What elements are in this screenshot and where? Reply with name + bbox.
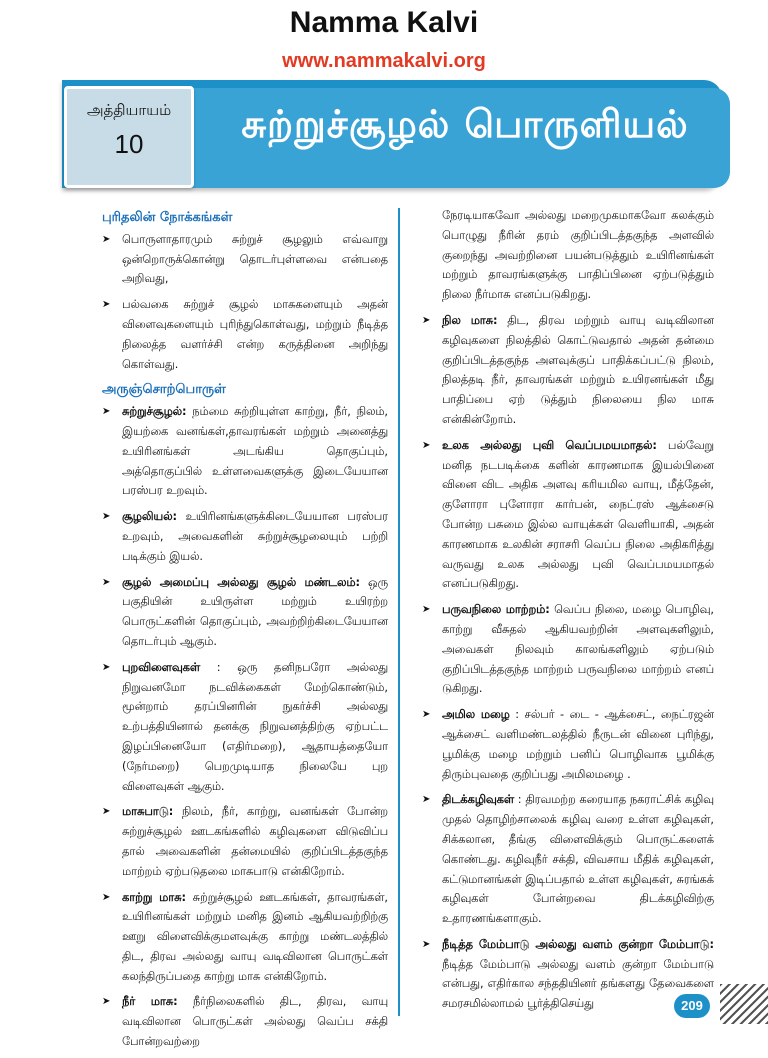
glossary-item (416, 790, 714, 929)
glossary-item (96, 658, 388, 797)
page-number: 209 (674, 994, 710, 1018)
site-url-link[interactable]: www.nammakalvi.org (282, 50, 486, 72)
glossary-item (416, 935, 714, 1014)
glossary-item (96, 802, 388, 881)
corner-stripes (720, 984, 768, 1024)
right-glossary-list (416, 311, 714, 1014)
glossary-item (96, 507, 388, 566)
glossary-heading: அருஞ்சொற்பொருள் (102, 382, 226, 398)
left-column (96, 206, 388, 1058)
objectives-heading: புரிதலின் நோக்கங்கள் (102, 210, 233, 225)
glossary-term: அமில மழை (442, 708, 510, 722)
glossary-term: நில மாசு: (442, 313, 498, 327)
glossary-term: உலக அல்லது புவி வெப்பமயமாதல்: (442, 438, 657, 452)
glossary-term: பருவநிலை மாற்றம்: (442, 603, 550, 617)
glossary-item (416, 436, 714, 594)
glossary-definition: சுற்றுச்சூழல் ஊடகங்கள், தாவரங்கள், உயிரினங்கள் மற்றும் மனித இனம் ஆகியவற்றிற்கு ஊறு விளைவிக்குமளவுக்கு காற்று மண்டலத்தில் திட, திரவ அல்லது வாயு வடிவிலான பொருட்கள் கலந்திருப்பதை காற்று மாசு என்கிறோம். (122, 890, 388, 983)
glossary-term: புறவிளைவுகள் (122, 660, 201, 674)
continuation-paragraph: நேரடியாகவோ அல்லது மறைமுகமாகவோ கலக்கும் பொழுது நீரின் தரம் குறிப்பிடத்தகுந்த அளவில் குறைந்து அவற்றினை பயன்படுத்தும் உயிரினங்கள் மற்றும் தாவரங்களுக்கு பாதிப்பினை ஏற்படுத்தும் நிலை நீர்மாசு எனப்படுகிறது. (442, 209, 714, 302)
glossary-term: காற்று மாசு: (122, 890, 187, 904)
objective-item: ➤ பொருளாதாரமும் சுற்றுச் சூழலும் எவ்வாறு ஒன்றொருக்கொன்று தொடர்புள்ளவை என்பதை அறிவது, (96, 230, 388, 289)
glossary-term: சூழல் அமைப்பு அல்லது சூழல் மண்டலம்: (122, 575, 360, 589)
glossary-definition: உயிரினங்களுக்கிடையேயான பரஸ்பர உறவும், அவைகளின் சுற்றுச்சூழலையும் பற்றி படிக்கும் இயல். (122, 510, 388, 563)
right-column (416, 206, 714, 1020)
glossary-term: நீடித்த மேம்பாடு அல்லது வளம் குன்றா மேம்பாடு: (442, 937, 714, 951)
glossary-definition: வெப்ப நிலை, மழை பொழிவு, காற்று வீசுதல் ஆகியவற்றின் அளவுகளிலும், அவைகள் நிலவும் காலங்களிலும் ஏற்படும் குறிப்பிடத்தகுந்த மாற்றம் பருவநிலை மாற்றம் எனப் டுகிறது. (442, 603, 714, 696)
column-divider (398, 208, 400, 1016)
glossary-definition: நீர்நிலைகளில் திட, திரவ, வாயு வடிவிலான பொருட்கள் அல்லது வெப்ப சக்தி போன்றவற்றை (122, 995, 389, 1049)
glossary-definition: பல்வேறு மனித நடபடிக்கை களின் காரணமாக இயல்பினை வினை விட அதிக அளவு கரியமில வாயு, மீத்தேன், குளோரா புளோரா கார்பன், நைட்ரஸ் ஆக்சைடு போன்ற பசுமை இல்ல வாயுக்கள் வெளியாகி, அதன் காரணமாக உலகின் சராசரி வெப்ப நிலை அதிகரித்து வருவது உலக அல்லது புவி வெப்பமயமாதல் எனப்படுகிறது. (442, 438, 714, 591)
glossary-item (96, 888, 388, 987)
glossary-item (416, 705, 714, 784)
glossary-definition: நீடித்த மேம்பாடு அல்லது வளம் குன்றா மேம்பாடு என்பது, எதிர்கால சந்ததியினர் தங்களது தேவைகளை சமரசமில்லாமல் பூர்த்திசெய்து (442, 957, 714, 1011)
chapter-label: அத்தியாயம் (86, 101, 172, 119)
glossary-item (416, 311, 714, 430)
glossary-term: திடக்கழிவுகள் (442, 793, 515, 807)
glossary-item (96, 573, 388, 652)
glossary-item (416, 600, 714, 699)
glossary-definition: ஒரு பகுதியின் உயிருள்ள மற்றும் உயிரற்ற பொருட்களின் தொகுப்பும், அவற்றிற்கிடையேயான தொடர்பும் ஆகும். (122, 575, 388, 648)
objectives-list (96, 230, 388, 375)
glossary-definition: திட, திரவ மற்றும் வாயு வடிவிலான கழிவுகளை நிலத்தில் கொட்டுவதால் அதன் தன்மை குறிப்பிடத்தகுந்த அளவுக்குப் பாதிக்கப்பட்டு நிலம், நிலத்தடி நீர், தாவரங்கள் மற்றும் உயிரனங்கள் மீது பாதிப்பை ஏற் டுத்தும் நிலையை நில மாசு என்கின்றோம். (442, 313, 714, 426)
glossary-term: நீர் மாசு: (122, 995, 178, 1009)
glossary-item (96, 992, 388, 1051)
glossary-definition: : திரவமற்ற கரையாத நகராட்சிக் கழிவு முதல் தொழிற்சாலைக் கழிவு வரை உள்ள கழிவுகள், சிக்கலான, தீங்கு விளைவிக்கும் பொருட்களைக் கொண்டது. கழிவுநீர் சக்தி, விவசாய மீதிக் கழிவுகள், கட்டுமானங்கள் இடிப்பதால் உள்ள கழிவுகள், சுரங்கக் கழிவுகள் போன்றவை திடக்கழிவிற்கு உதாரணங்களாகும். (442, 793, 714, 926)
chapter-number: 10 (114, 129, 144, 159)
glossary-definition: நிலம், நீர், காற்று, வனங்கள் போன்ற சுற்றுச்சூழல் ஊடகங்களில் கழிவுகளை விடுவிப்ப தால் அவைகளின் தன்மையில் குறிப்பிடத்தகுந்த மாற்றம் ஏற்படுதலை மாசுபாடு என்கிறோம். (122, 805, 388, 878)
glossary-term: சுற்றுச்சூழல்: (122, 405, 187, 419)
glossary-item (96, 402, 388, 501)
glossary-term: சூழலியல்: (122, 510, 177, 524)
chapter-number-box (64, 86, 194, 188)
chapter-title: சுற்றுச்சூழல் பொருளியல் (241, 102, 689, 146)
glossary-list (96, 402, 388, 1052)
glossary-definition: : ஒரு தனிநபரோ அல்லது நிறுவனமோ நடவிக்கைகள் மேற்கொண்டும், மூன்றாம் தரப்பினரின் நுகர்ச்சி அல்லது உற்பத்தியினால் தனக்கு நிறுவனத்திற்கு ஏற்பட்ட இழப்பினையோ (எதிர்மறை), ஆதாயத்தையோ (நேர்மறை) பெறமுடியாத நிலையே புற விளைவுகள் ஆகும். (122, 660, 388, 793)
glossary-definition: : சல்பர் - டை - ஆக்சைட், நைட்ரஜன் ஆக்சைட் வளிமண்டலத்தில் நீருடன் வினை புரிந்து, பூமிக்கு மழை மற்றும் பனிப் பொழிவாக பூமிக்கு திரும்புவதை குறிப்பது அமிலமழை . (442, 708, 714, 781)
objective-item: ➤ பல்வகை சுற்றுச் சூழல் மாசுகளையும் அதன் விளைவுகளையும் புரிந்துகொள்வது, மற்றும் நீடித்த நிலைத்த வளர்ச்சி என்ற கருத்தினை அறிந்து கொள்வது. (96, 295, 388, 374)
glossary-definition: நம்மை சுற்றியுள்ள காற்று, நீர், நிலம், இயற்கை வனங்கள்,தாவரங்கள் மற்றும் அனைத்து உயிரினங்கள் அடங்கிய தொகுப்பும், அத்தொகுப்பில் உள்ளவைகளுக்கு இடையேயான பரஸ்பர உறவும். (122, 405, 388, 498)
glossary-term: மாசுபாடு: (122, 805, 174, 819)
site-title: Namma Kalvi (289, 6, 479, 39)
